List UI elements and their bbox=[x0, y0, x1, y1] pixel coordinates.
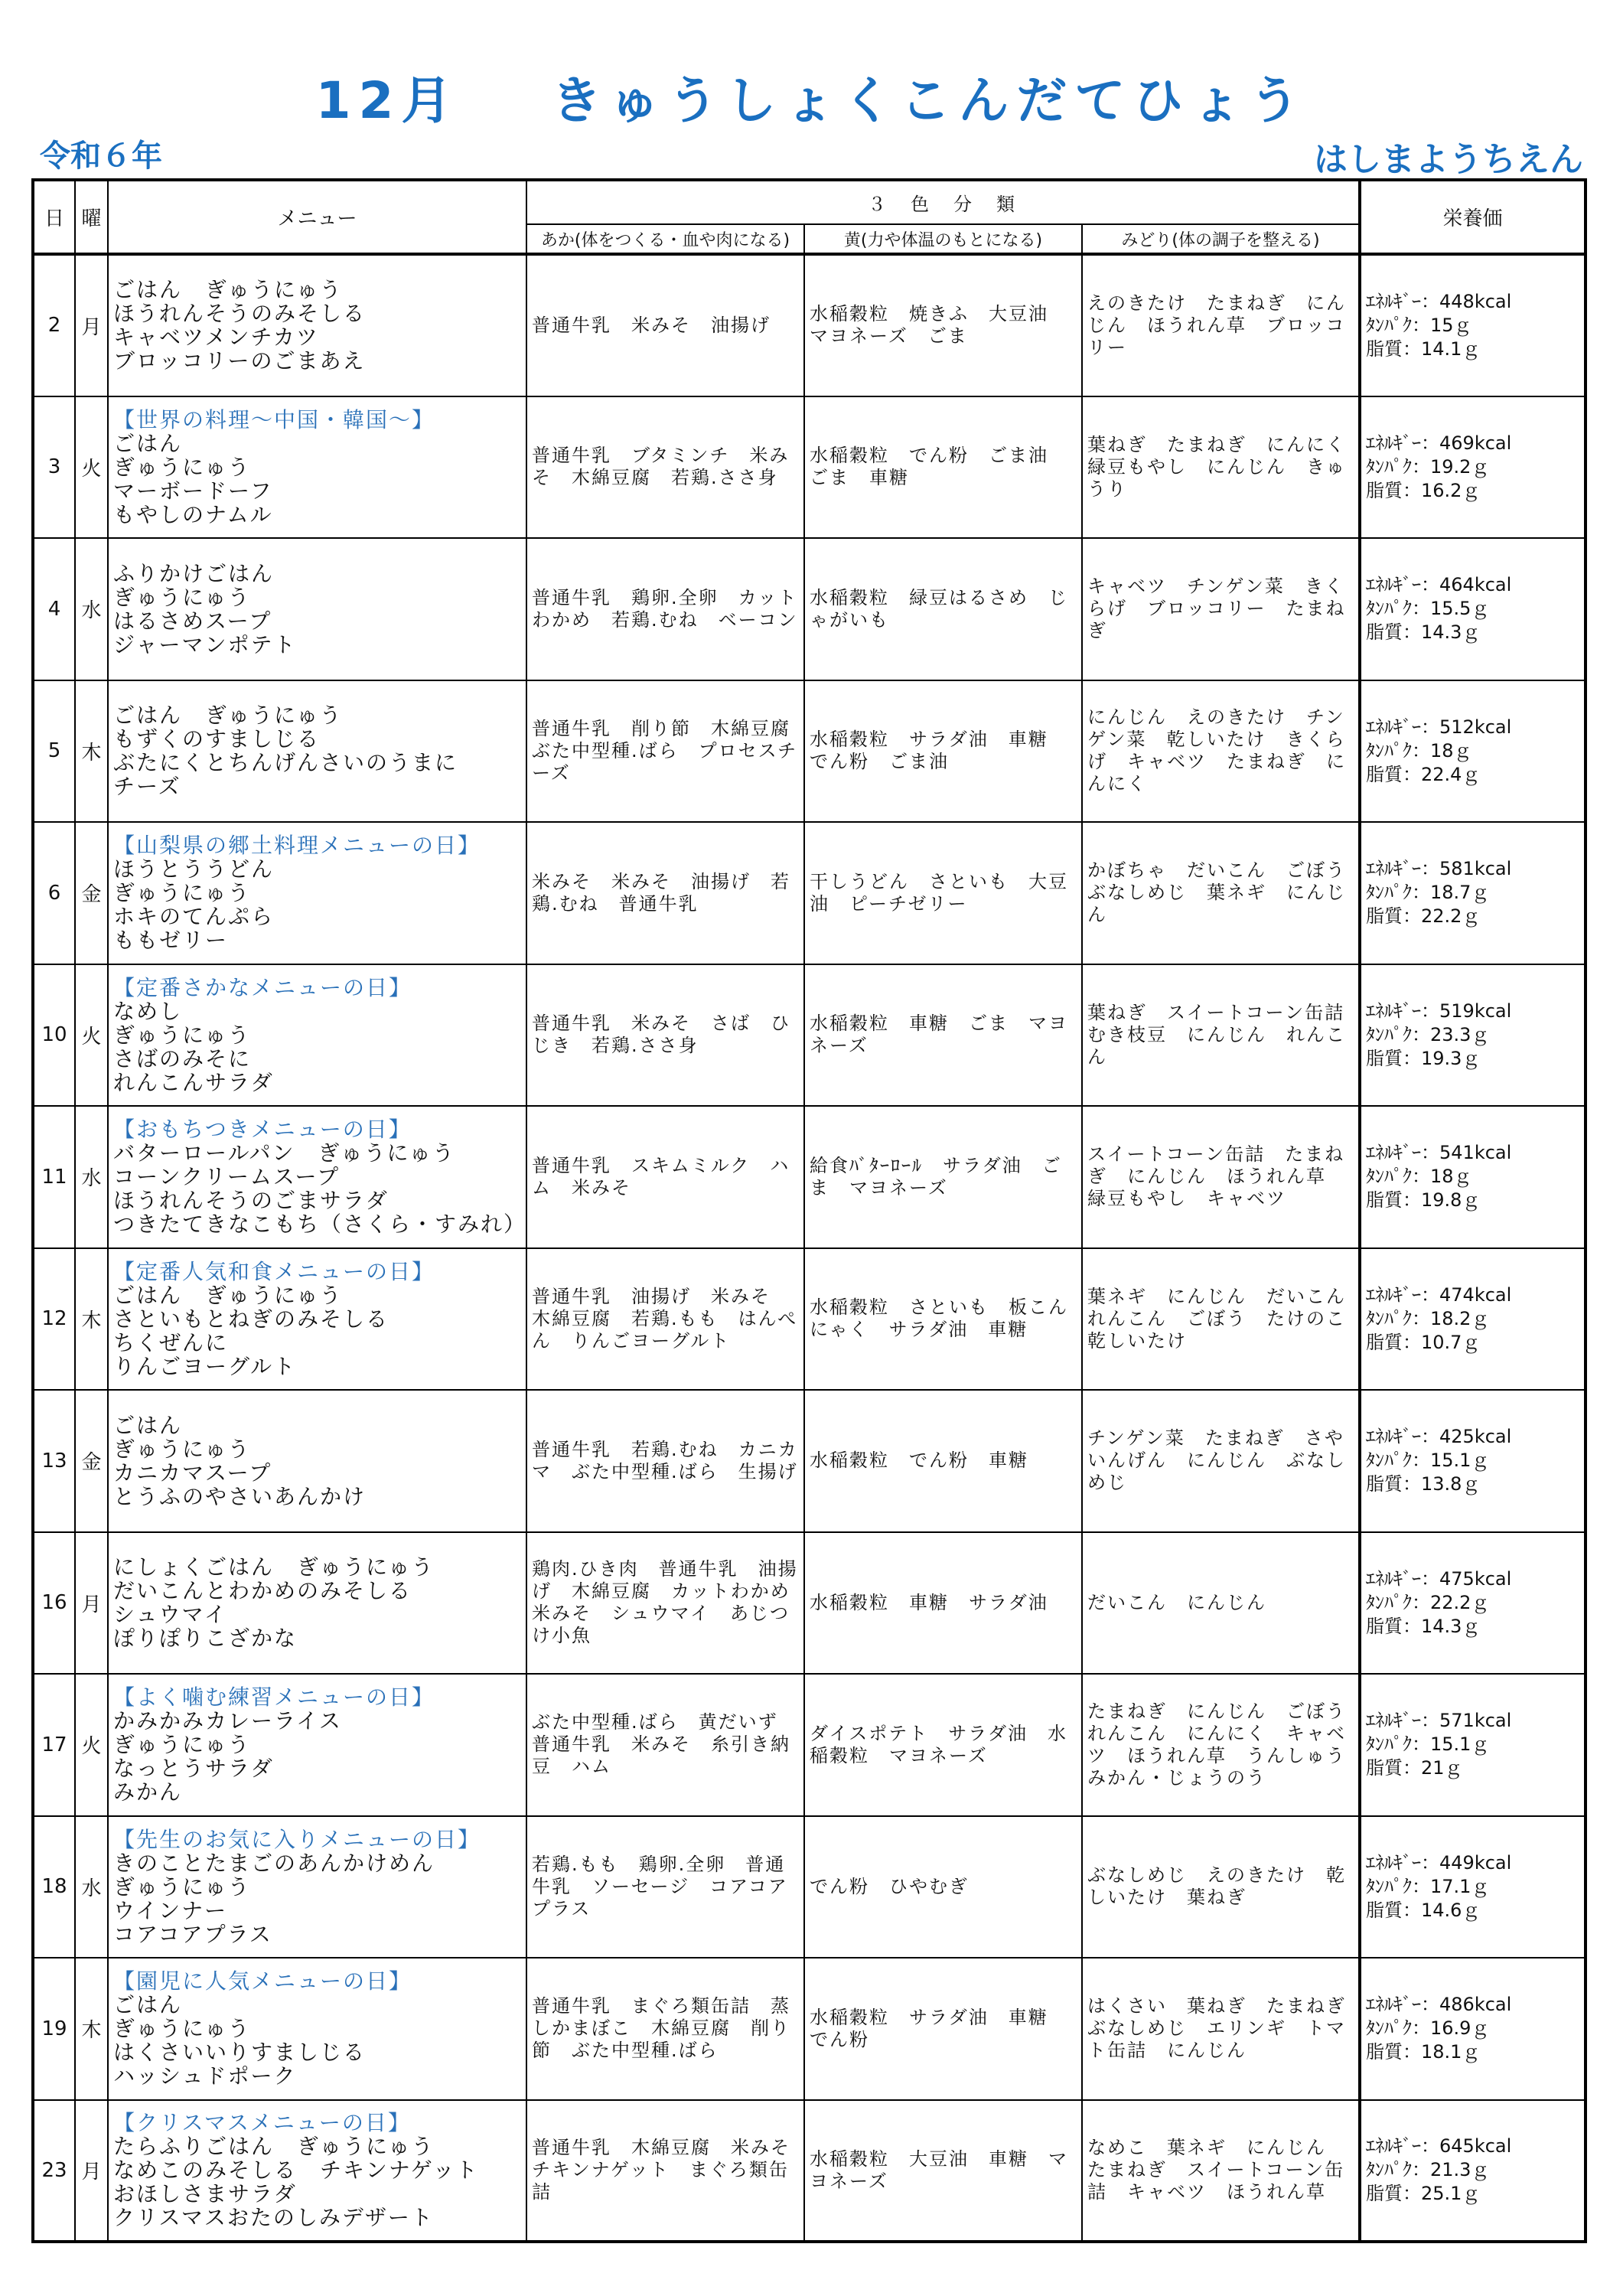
weekday-cell: 火 bbox=[75, 396, 108, 539]
green-foods: 葉ねぎ スイートコーン缶詰 むき枝豆 にんじん れんこん bbox=[1082, 964, 1360, 1107]
nutrition-cell bbox=[1360, 822, 1586, 964]
nutrition-cell bbox=[1360, 964, 1586, 1107]
energy-value: ｴﾈﾙｷﾞｰ：645kcal bbox=[1366, 2135, 1512, 2157]
menu-theme: 【定番さかなメニューの日】 bbox=[113, 974, 412, 1000]
protein-value: ﾀﾝﾊﾟｸ：21.3ｇ bbox=[1366, 2159, 1490, 2181]
menu-cell bbox=[108, 1958, 526, 2100]
menu-item: バターロールパン ぎゅうにゅう bbox=[113, 1140, 455, 1166]
red-foods: ぶた中型種.ばら 黄だいず 普通牛乳 米みそ 糸引き納豆 ハム bbox=[526, 1674, 804, 1816]
menu-item: ブロッコリーのごまあえ bbox=[113, 348, 366, 374]
menu-cell bbox=[108, 1674, 526, 1816]
menu-item: だいこんとわかめのみそしる bbox=[113, 1578, 412, 1604]
energy-value: ｴﾈﾙｷﾞｰ：474kcal bbox=[1366, 1283, 1512, 1306]
weekday-cell: 水 bbox=[75, 1816, 108, 1958]
menu-row bbox=[33, 1532, 1586, 1675]
menu-item: りんごヨーグルト bbox=[113, 1353, 297, 1379]
menu-theme: 【世界の料理～中国・韓国～】 bbox=[113, 406, 435, 432]
col-yellow: 黄(力や体温のもとになる) bbox=[804, 224, 1082, 254]
yellow-foods: 水稲穀粒 車糖 ごま マヨネーズ bbox=[804, 964, 1082, 1107]
menu-cell bbox=[108, 1532, 526, 1675]
yellow-foods: 水稲穀粒 サラダ油 車糖 でん粉 ごま油 bbox=[804, 680, 1082, 823]
protein-value: ﾀﾝﾊﾟｸ：15.1ｇ bbox=[1366, 1733, 1490, 1756]
nutrition-cell bbox=[1360, 1248, 1586, 1391]
menu-item: コーンクリームスープ bbox=[113, 1164, 341, 1190]
green-foods: えのきたけ たまねぎ にんじん ほうれん草 ブロッコリー bbox=[1082, 254, 1360, 396]
menu-item: ごはん ぎゅうにゅう bbox=[113, 703, 343, 729]
menu-cell bbox=[108, 1248, 526, 1391]
era-label: 令和６年 bbox=[40, 139, 162, 174]
menu-row bbox=[33, 964, 1586, 1107]
menu-item: さといもとねぎのみそしる bbox=[113, 1306, 389, 1332]
green-foods: なめこ 葉ネギ にんじん たまねぎ スイートコーン缶詰 キャベツ ほうれん草 bbox=[1082, 2100, 1360, 2242]
menu-item: とうふのやさいあんかけ bbox=[113, 1483, 367, 1509]
red-foods: 普通牛乳 米みそ さば ひじき 若鶏.ささ身 bbox=[526, 964, 804, 1107]
day-cell: 12 bbox=[33, 1248, 75, 1391]
red-foods: 米みそ 米みそ 油揚げ 若鶏.むね 普通牛乳 bbox=[526, 822, 804, 964]
menu-item: マーボードーフ bbox=[113, 478, 273, 504]
menu-item: さばのみそに bbox=[113, 1045, 252, 1071]
menu-item: ちくぜんに bbox=[113, 1329, 229, 1355]
red-foods: 鶏肉.ひき肉 普通牛乳 油揚げ 木綿豆腐 カットわかめ 米みそ シュウマイ あじつけ小魚 bbox=[526, 1532, 804, 1675]
school-name: はしまようちえん bbox=[1314, 140, 1583, 179]
day-cell: 18 bbox=[33, 1816, 75, 1958]
weekday-cell: 水 bbox=[75, 1106, 108, 1248]
yellow-foods: 水稲穀粒 でん粉 車糖 bbox=[804, 1390, 1082, 1532]
menu-item: にしょくごはん ぎゅうにゅう bbox=[113, 1554, 435, 1580]
menu-item: チーズ bbox=[113, 774, 181, 800]
nutrition-cell bbox=[1360, 254, 1586, 396]
red-foods: 普通牛乳 若鶏.むね カニカマ ぶた中型種.ばら 生揚げ bbox=[526, 1390, 804, 1532]
nutrition-cell bbox=[1360, 1674, 1586, 1816]
menu-item: はるさめスープ bbox=[113, 608, 272, 634]
menu-theme: 【定番人気和食メニューの日】 bbox=[113, 1258, 435, 1284]
green-foods: チンゲン菜 たまねぎ さやいんげん にんじん ぶなしめじ bbox=[1082, 1390, 1360, 1532]
menu-row bbox=[33, 822, 1586, 964]
menu-cell bbox=[108, 1390, 526, 1532]
yellow-foods: 水稲穀粒 さといも 板こんにゃく サラダ油 車糖 bbox=[804, 1248, 1082, 1391]
menu-table bbox=[31, 178, 1587, 2243]
menu-row bbox=[33, 396, 1586, 539]
menu-item: かみかみカレーライス bbox=[113, 1708, 342, 1734]
nutrition-cell bbox=[1360, 2100, 1586, 2242]
nutrition-cell bbox=[1360, 396, 1586, 539]
menu-row bbox=[33, 538, 1586, 680]
energy-value: ｴﾈﾙｷﾞｰ：449kcal bbox=[1366, 1851, 1512, 1874]
yellow-foods: 水稲穀粒 サラダ油 車糖 でん粉 bbox=[804, 1958, 1082, 2100]
day-cell: 13 bbox=[33, 1390, 75, 1532]
menu-theme: 【園児に人気メニューの日】 bbox=[113, 1968, 412, 1994]
red-foods: 普通牛乳 木綿豆腐 米みそ チキンナゲット まぐろ類缶詰 bbox=[526, 2100, 804, 2242]
menu-row bbox=[33, 1106, 1586, 1248]
menu-item: ぶたにくとちんげんさいのうまに bbox=[113, 750, 458, 776]
fat-value: 脂質：14.3ｇ bbox=[1366, 1615, 1481, 1637]
menu-item: ホキのてんぷら bbox=[113, 904, 275, 930]
col-categories: ３ 色 分 類 bbox=[526, 180, 1360, 224]
weekday-cell: 月 bbox=[75, 1532, 108, 1675]
nutrition-cell bbox=[1360, 1816, 1586, 1958]
menu-row bbox=[33, 1390, 1586, 1532]
yellow-foods: 給食ﾊﾞﾀｰﾛｰﾙ サラダ油 ごま マヨネーズ bbox=[804, 1106, 1082, 1248]
weekday-cell: 月 bbox=[75, 254, 108, 396]
day-cell: 6 bbox=[33, 822, 75, 964]
energy-value: ｴﾈﾙｷﾞｰ：512kcal bbox=[1366, 716, 1512, 738]
menu-item: なっとうサラダ bbox=[113, 1756, 274, 1782]
fat-value: 脂質：16.2ｇ bbox=[1366, 479, 1481, 501]
day-cell: 4 bbox=[33, 538, 75, 680]
menu-item: ぎゅうにゅう bbox=[113, 584, 251, 610]
menu-cell bbox=[108, 2100, 526, 2242]
nutrition-cell bbox=[1360, 538, 1586, 680]
menu-item: ぽりぽりこざかな bbox=[113, 1626, 298, 1652]
menu-item: ほうとううどん bbox=[113, 856, 275, 882]
red-foods: 普通牛乳 鶏卵.全卵 カットわかめ 若鶏.むね ベーコン bbox=[526, 538, 804, 680]
col-weekday: 曜 bbox=[75, 180, 108, 254]
energy-value: ｴﾈﾙｷﾞｰ：581kcal bbox=[1366, 858, 1512, 880]
col-green: みどり(体の調子を整える) bbox=[1082, 224, 1360, 254]
menu-item: ごはん ぎゅうにゅう bbox=[113, 1282, 343, 1308]
yellow-foods: 水稲穀粒 大豆油 車糖 マヨネーズ bbox=[804, 2100, 1082, 2242]
protein-value: ﾀﾝﾊﾟｸ：19.2ｇ bbox=[1366, 455, 1490, 478]
day-cell: 23 bbox=[33, 2100, 75, 2242]
day-cell: 2 bbox=[33, 254, 75, 396]
menu-cell bbox=[108, 1106, 526, 1248]
menu-item: たらふりごはん ぎゅうにゅう bbox=[113, 2134, 435, 2160]
menu-cell bbox=[108, 680, 526, 823]
nutrition-cell bbox=[1360, 1106, 1586, 1248]
weekday-cell: 火 bbox=[75, 1674, 108, 1816]
menu-item: ごはん ぎゅうにゅう bbox=[113, 277, 343, 303]
menu-item: ジャーマンポテト bbox=[113, 631, 297, 657]
menu-cell bbox=[108, 822, 526, 964]
green-foods: 葉ネギ にんじん だいこん れんこん ごぼう たけのこ 乾しいたけ bbox=[1082, 1248, 1360, 1391]
menu-item: クリスマスおたのしみデザート bbox=[113, 2205, 434, 2231]
menu-item: ごはん bbox=[113, 1992, 183, 2018]
menu-cell bbox=[108, 964, 526, 1107]
menu-item: ぎゅうにゅう bbox=[113, 1436, 251, 1462]
col-menu: メニュー bbox=[108, 180, 526, 254]
menu-cell bbox=[108, 254, 526, 396]
day-cell: 17 bbox=[33, 1674, 75, 1816]
green-foods: たまねぎ にんじん ごぼう れんこん にんにく キャベツ ほうれん草 うんしゅうみかん・じょうのう bbox=[1082, 1674, 1360, 1816]
menu-item: ごはん bbox=[113, 430, 183, 456]
protein-value: ﾀﾝﾊﾟｸ：22.2ｇ bbox=[1366, 1591, 1490, 1613]
menu-item: ごはん bbox=[113, 1412, 183, 1438]
weekday-cell: 水 bbox=[75, 538, 108, 680]
menu-theme: 【おもちつきメニューの日】 bbox=[113, 1117, 412, 1143]
menu-row bbox=[33, 1958, 1586, 2100]
menu-item: カニカマスープ bbox=[113, 1459, 272, 1486]
red-foods: 若鶏.もも 鶏卵.全卵 普通牛乳 ソーセージ コアコアプラス bbox=[526, 1816, 804, 1958]
nutrition-cell bbox=[1360, 680, 1586, 823]
menu-item: コアコアプラス bbox=[113, 1921, 272, 1947]
weekday-cell: 木 bbox=[75, 1248, 108, 1391]
fat-value: 脂質：14.3ｇ bbox=[1366, 621, 1481, 644]
menu-item: つきたてきなこもち（さくら・すみれ） bbox=[113, 1212, 527, 1238]
fat-value: 脂質：22.4ｇ bbox=[1366, 763, 1481, 785]
protein-value: ﾀﾝﾊﾟｸ：15.1ｇ bbox=[1366, 1450, 1490, 1472]
day-cell: 16 bbox=[33, 1532, 75, 1675]
fat-value: 脂質：25.1ｇ bbox=[1366, 2183, 1481, 2205]
yellow-foods: でん粉 ひやむぎ bbox=[804, 1816, 1082, 1958]
weekday-cell: 火 bbox=[75, 964, 108, 1107]
menu-item: ウインナー bbox=[113, 1897, 228, 1923]
menu-item: ほうれんそうのみそしる bbox=[113, 301, 367, 327]
day-cell: 19 bbox=[33, 1958, 75, 2100]
weekday-cell: 月 bbox=[75, 2100, 108, 2242]
menu-item: もずくのすましじる bbox=[113, 726, 321, 752]
menu-row bbox=[33, 2100, 1586, 2242]
menu-row bbox=[33, 680, 1586, 823]
red-foods: 普通牛乳 油揚げ 米みそ 木綿豆腐 若鶏.もも はんぺん りんごヨーグルト bbox=[526, 1248, 804, 1391]
menu-cell bbox=[108, 538, 526, 680]
menu-item: ハッシュドポーク bbox=[113, 2063, 297, 2089]
protein-value: ﾀﾝﾊﾟｸ：18ｇ bbox=[1366, 739, 1472, 762]
green-foods: スイートコーン缶詰 たまねぎ にんじん ほうれん草 緑豆もやし キャベツ bbox=[1082, 1106, 1360, 1248]
menu-item: おほしさまサラダ bbox=[113, 2181, 297, 2207]
day-cell: 3 bbox=[33, 396, 75, 539]
menu-row bbox=[33, 254, 1586, 396]
menu-item: ももゼリー bbox=[113, 928, 229, 954]
menu-item: ふりかけごはん bbox=[113, 560, 275, 586]
weekday-cell: 木 bbox=[75, 1958, 108, 2100]
yellow-foods: ダイスポテト サラダ油 水稲穀粒 マヨネーズ bbox=[804, 1674, 1082, 1816]
energy-value: ｴﾈﾙｷﾞｰ：425kcal bbox=[1366, 1426, 1512, 1448]
fat-value: 脂質：14.6ｇ bbox=[1366, 1899, 1481, 1921]
protein-value: ﾀﾝﾊﾟｸ：23.3ｇ bbox=[1366, 1023, 1490, 1045]
protein-value: ﾀﾝﾊﾟｸ：17.1ｇ bbox=[1366, 1875, 1490, 1897]
day-cell: 11 bbox=[33, 1106, 75, 1248]
menu-item: みかん bbox=[113, 1779, 183, 1805]
title-text: きゅうしょくこんだてひょう bbox=[551, 71, 1308, 130]
menu-row bbox=[33, 1674, 1586, 1816]
red-foods: 普通牛乳 ブタミンチ 米みそ 木綿豆腐 若鶏.ささ身 bbox=[526, 396, 804, 539]
day-cell: 10 bbox=[33, 964, 75, 1107]
menu-item: ほうれんそうのごまサラダ bbox=[113, 1188, 389, 1214]
menu-row bbox=[33, 1816, 1586, 1958]
yellow-foods: 水稲穀粒 緑豆はるさめ じゃがいも bbox=[804, 538, 1082, 680]
green-foods: 葉ねぎ たまねぎ にんにく 緑豆もやし にんじん きゅうり bbox=[1082, 396, 1360, 539]
energy-value: ｴﾈﾙｷﾞｰ：475kcal bbox=[1366, 1567, 1512, 1590]
energy-value: ｴﾈﾙｷﾞｰ：541kcal bbox=[1366, 1142, 1512, 1164]
menu-item: はくさいいりすましじる bbox=[113, 2040, 367, 2066]
fat-value: 脂質：18.1ｇ bbox=[1366, 2041, 1481, 2063]
fat-value: 脂質：19.3ｇ bbox=[1366, 1047, 1481, 1069]
fat-value: 脂質：19.8ｇ bbox=[1366, 1189, 1481, 1212]
menu-item: ぎゅうにゅう bbox=[113, 454, 251, 480]
green-foods: ぶなしめじ えのきたけ 乾しいたけ 葉ねぎ bbox=[1082, 1816, 1360, 1958]
protein-value: ﾀﾝﾊﾟｸ：18.7ｇ bbox=[1366, 882, 1490, 904]
title-month: 12月 bbox=[315, 71, 460, 130]
menu-item: ぎゅうにゅう bbox=[113, 1732, 251, 1758]
day-cell: 5 bbox=[33, 680, 75, 823]
menu-item: シュウマイ bbox=[113, 1602, 227, 1628]
protein-value: ﾀﾝﾊﾟｸ：18.2ｇ bbox=[1366, 1307, 1490, 1329]
green-foods: だいこん にんじん bbox=[1082, 1532, 1360, 1675]
nutrition-cell bbox=[1360, 1532, 1586, 1675]
weekday-cell: 金 bbox=[75, 822, 108, 964]
protein-value: ﾀﾝﾊﾟｸ：18ｇ bbox=[1366, 1166, 1472, 1188]
protein-value: ﾀﾝﾊﾟｸ：15ｇ bbox=[1366, 314, 1472, 336]
yellow-foods: 干しうどん さといも 大豆油 ピーチゼリー bbox=[804, 822, 1082, 964]
weekday-cell: 木 bbox=[75, 680, 108, 823]
menu-theme: 【先生のお気に入りメニューの日】 bbox=[113, 1826, 481, 1852]
green-foods: かぼちゃ だいこん ごぼう ぶなしめじ 葉ネギ にんじん bbox=[1082, 822, 1360, 964]
menu-item: きのことたまごのあんかけめん bbox=[113, 1850, 435, 1876]
menu-item: ぎゅうにゅう bbox=[113, 880, 251, 906]
menu-item: ぎゅうにゅう bbox=[113, 1022, 251, 1048]
nutrition-cell bbox=[1360, 1390, 1586, 1532]
menu-item: なめし bbox=[113, 998, 183, 1024]
green-foods: キャベツ チンゲン菜 きくらげ ブロッコリー たまねぎ bbox=[1082, 538, 1360, 680]
menu-item: キャベツメンチカツ bbox=[113, 325, 319, 351]
fat-value: 脂質：13.8ｇ bbox=[1366, 1473, 1481, 1495]
menu-theme: 【よく噛む練習メニューの日】 bbox=[113, 1684, 435, 1711]
red-foods: 普通牛乳 米みそ 油揚げ bbox=[526, 254, 804, 396]
weekday-cell: 金 bbox=[75, 1390, 108, 1532]
green-foods: にんじん えのきたけ チンゲン菜 乾しいたけ きくらげ キャベツ たまねぎ にんにく bbox=[1082, 680, 1360, 823]
fat-value: 脂質：10.7ｇ bbox=[1366, 1331, 1481, 1353]
menu-row bbox=[33, 1248, 1586, 1391]
fat-value: 脂質：21ｇ bbox=[1366, 1757, 1463, 1779]
energy-value: ｴﾈﾙｷﾞｰ：519kcal bbox=[1366, 1000, 1512, 1022]
menu-item: ぎゅうにゅう bbox=[113, 2016, 251, 2042]
fat-value: 脂質：14.1ｇ bbox=[1366, 338, 1481, 360]
red-foods: 普通牛乳 削り節 木綿豆腐 ぶた中型種.ばら プロセスチーズ bbox=[526, 680, 804, 823]
col-red: あか(体をつくる・血や肉になる) bbox=[526, 224, 804, 254]
red-foods: 普通牛乳 まぐろ類缶詰 蒸しかまぼこ 木綿豆腐 削り節 ぶた中型種.ばら bbox=[526, 1958, 804, 2100]
menu-theme: 【山梨県の郷土料理メニューの日】 bbox=[113, 833, 481, 859]
menu-theme: 【クリスマスメニューの日】 bbox=[113, 2110, 411, 2136]
fat-value: 脂質：22.2ｇ bbox=[1366, 905, 1481, 928]
yellow-foods: 水稲穀粒 車糖 サラダ油 bbox=[804, 1532, 1082, 1675]
menu-item: なめこのみそしる チキンナゲット bbox=[113, 2157, 479, 2183]
protein-value: ﾀﾝﾊﾟｸ：15.5ｇ bbox=[1366, 598, 1490, 620]
col-day: 日 bbox=[33, 180, 75, 254]
menu-item: れんこんサラダ bbox=[113, 1069, 274, 1095]
page-title bbox=[0, 60, 1623, 132]
menu-item: もやしのナムル bbox=[113, 501, 273, 527]
yellow-foods: 水稲穀粒 でん粉 ごま油 ごま 車糖 bbox=[804, 396, 1082, 539]
green-foods: はくさい 葉ねぎ たまねぎ ぶなしめじ エリンギ トマト缶詰 にんじん bbox=[1082, 1958, 1360, 2100]
menu-cell bbox=[108, 1816, 526, 1958]
red-foods: 普通牛乳 スキムミルク ハム 米みそ bbox=[526, 1106, 804, 1248]
energy-value: ｴﾈﾙｷﾞｰ：486kcal bbox=[1366, 1994, 1512, 2016]
yellow-foods: 水稲穀粒 焼きふ 大豆油 マヨネーズ ごま bbox=[804, 254, 1082, 396]
protein-value: ﾀﾝﾊﾟｸ：16.9ｇ bbox=[1366, 2017, 1490, 2040]
energy-value: ｴﾈﾙｷﾞｰ：571kcal bbox=[1366, 1710, 1512, 1732]
menu-item: ぎゅうにゅう bbox=[113, 1874, 251, 1900]
energy-value: ｴﾈﾙｷﾞｰ：469kcal bbox=[1366, 432, 1512, 454]
energy-value: ｴﾈﾙｷﾞｰ：448kcal bbox=[1366, 290, 1512, 312]
nutrition-cell bbox=[1360, 1958, 1586, 2100]
energy-value: ｴﾈﾙｷﾞｰ：464kcal bbox=[1366, 574, 1512, 596]
menu-cell bbox=[108, 396, 526, 539]
col-nutrition: 栄養価 bbox=[1360, 180, 1586, 254]
